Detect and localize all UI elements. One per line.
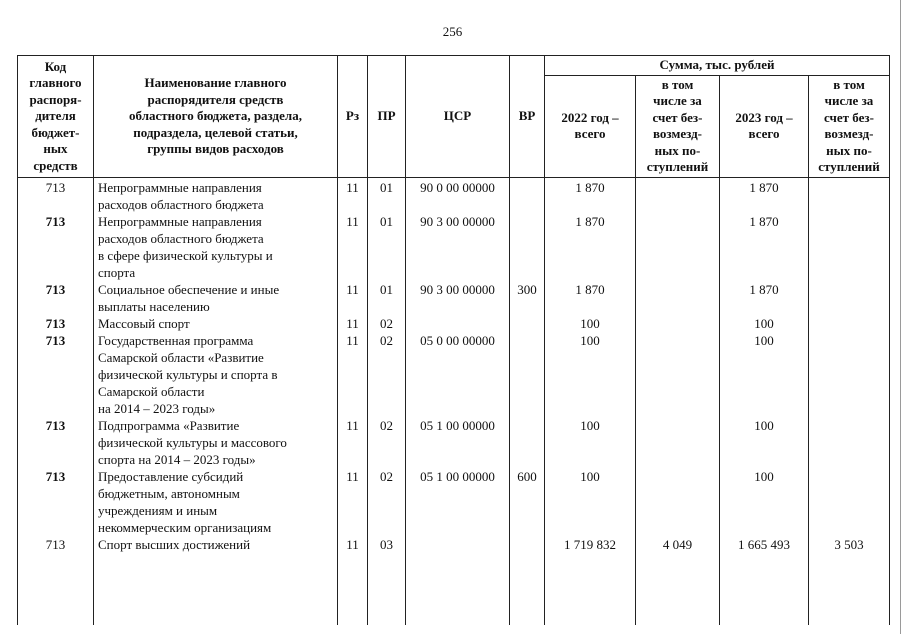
table-row [18, 315, 890, 332]
cell-rz: 11 [338, 332, 368, 417]
cell-name: Спорт высших достижений [94, 536, 338, 625]
cell-2022-free [636, 315, 720, 332]
cell-pr: 02 [368, 417, 406, 468]
cell-2022-total: 100 [545, 315, 636, 332]
cell-csr: 05 1 00 00000 [406, 417, 510, 468]
cell-vr [510, 536, 545, 625]
cell-csr: 90 3 00 00000 [406, 281, 510, 315]
cell-2023-free: 3 503 [809, 536, 890, 625]
header-csr: ЦСР [406, 56, 510, 178]
cell-2022-total: 1 870 [545, 281, 636, 315]
cell-name: Подпрограмма «Развитие физической культуры и массового спорта на 2014 – 2023 годы» [94, 417, 338, 468]
cell-csr [406, 536, 510, 625]
table-row [18, 332, 890, 417]
cell-2022-free: 4 049 [636, 536, 720, 625]
cell-vr [510, 213, 545, 281]
cell-2022-free [636, 281, 720, 315]
table-row [18, 281, 890, 315]
cell-2023-free [809, 417, 890, 468]
cell-2022-total: 100 [545, 332, 636, 417]
cell-code: 713 [18, 281, 94, 315]
header-2023-free: в том числе за счет без- возмезд- ных по- ступлений [809, 75, 890, 177]
cell-2023-free [809, 332, 890, 417]
header-name: Наименование главного распорядителя средств областного бюджета, раздела, подраздела, целевой статьи, группы видов расходов [94, 56, 338, 178]
cell-csr: 90 0 00 00000 [406, 177, 510, 213]
cell-vr [510, 177, 545, 213]
cell-csr [406, 315, 510, 332]
page-number: 256 [442, 24, 463, 39]
cell-2023-total: 1 665 493 [720, 536, 809, 625]
cell-2022-total: 100 [545, 468, 636, 536]
cell-2023-free [809, 468, 890, 536]
cell-pr: 03 [368, 536, 406, 625]
header-2023-total: 2023 год – всего [720, 75, 809, 177]
cell-2023-total: 100 [720, 332, 809, 417]
header-pr: ПР [368, 56, 406, 178]
cell-code: 713 [18, 417, 94, 468]
table-body [18, 177, 890, 625]
cell-name: Непрограммные направления расходов областного бюджета в сфере физической культуры и спорта [94, 213, 338, 281]
cell-vr [510, 417, 545, 468]
cell-csr: 05 0 00 00000 [406, 332, 510, 417]
cell-csr: 05 1 00 00000 [406, 468, 510, 536]
cell-2022-free [636, 177, 720, 213]
cell-2022-total: 1 870 [545, 177, 636, 213]
cell-2022-total: 1 719 832 [545, 536, 636, 625]
cell-name: Социальное обеспечение и иные выплаты населению [94, 281, 338, 315]
cell-rz: 11 [338, 417, 368, 468]
cell-2023-free [809, 177, 890, 213]
cell-2022-total: 1 870 [545, 213, 636, 281]
header-sum: Сумма, тыс. рублей [545, 56, 890, 76]
cell-pr: 01 [368, 177, 406, 213]
table-row [18, 177, 890, 213]
scan-edge-line [900, 0, 901, 634]
cell-2022-free [636, 332, 720, 417]
cell-2023-total: 100 [720, 417, 809, 468]
table-row [18, 213, 890, 281]
cell-code: 713 [18, 213, 94, 281]
cell-2023-total: 100 [720, 315, 809, 332]
cell-name: Предоставление субсидий бюджетным, автономным учреждениям и иным некоммерческим организациям [94, 468, 338, 536]
table-row [18, 536, 890, 625]
cell-2023-total: 1 870 [720, 213, 809, 281]
header-rz: Рз [338, 56, 368, 178]
cell-name: Непрограммные направления расходов областного бюджета [94, 177, 338, 213]
header-row-top [18, 56, 890, 76]
table-row [18, 417, 890, 468]
cell-code: 713 [18, 468, 94, 536]
cell-pr: 01 [368, 281, 406, 315]
cell-vr: 300 [510, 281, 545, 315]
cell-name: Государственная программа Самарской области «Развитие физической культуры и спорта в Самарской области на 2014 – 2023 годы» [94, 332, 338, 417]
cell-rz: 11 [338, 281, 368, 315]
header-code: Код главного распоря- дителя бюджет- ных средств [18, 56, 94, 178]
cell-pr: 02 [368, 468, 406, 536]
cell-2022-total: 100 [545, 417, 636, 468]
cell-2022-free [636, 213, 720, 281]
cell-2023-free [809, 315, 890, 332]
cell-csr: 90 3 00 00000 [406, 213, 510, 281]
cell-rz: 11 [338, 213, 368, 281]
cell-rz: 11 [338, 536, 368, 625]
cell-rz: 11 [338, 315, 368, 332]
cell-rz: 11 [338, 468, 368, 536]
cell-rz: 11 [338, 177, 368, 213]
header-vr: ВР [510, 56, 545, 178]
header-2022-free: в том числе за счет без- возмезд- ных по- ступлений [636, 75, 720, 177]
cell-vr [510, 315, 545, 332]
cell-code: 713 [18, 332, 94, 417]
budget-table [17, 55, 890, 625]
cell-2023-total: 1 870 [720, 177, 809, 213]
header-2022-total: 2022 год – всего [545, 75, 636, 177]
cell-code: 713 [18, 536, 94, 625]
cell-2023-total: 100 [720, 468, 809, 536]
cell-pr: 02 [368, 315, 406, 332]
cell-code: 713 [18, 177, 94, 213]
cell-vr: 600 [510, 468, 545, 536]
table-row [18, 468, 890, 536]
cell-pr: 01 [368, 213, 406, 281]
cell-2023-free [809, 281, 890, 315]
cell-code: 713 [18, 315, 94, 332]
cell-name: Массовый спорт [94, 315, 338, 332]
cell-vr [510, 332, 545, 417]
cell-2022-free [636, 468, 720, 536]
cell-2023-total: 1 870 [720, 281, 809, 315]
cell-pr: 02 [368, 332, 406, 417]
cell-2023-free [809, 213, 890, 281]
cell-2022-free [636, 417, 720, 468]
